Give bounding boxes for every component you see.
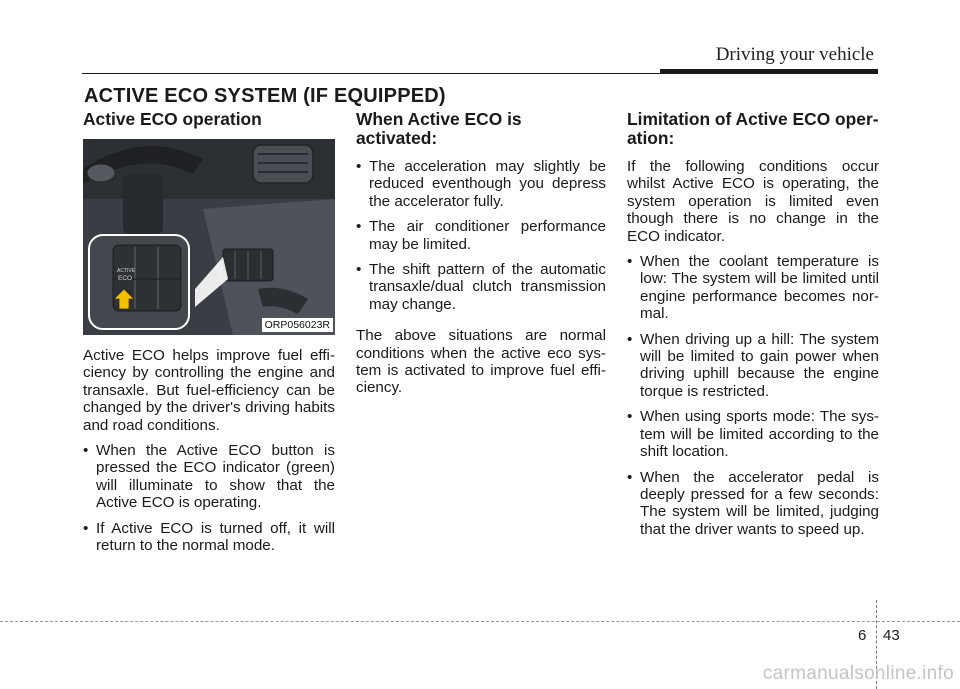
list-item: • When the accelerator pedal is deeply pressed for a few seconds: The system will be limited, judging that the driver wants to speed up.: [627, 469, 879, 539]
heading-when-activated: When Active ECO is activated:: [356, 109, 522, 148]
list-item: • When driving up a hill: The system will be limited to gain power when driving uphill because the engine torque is restricted.: [627, 331, 879, 401]
column-3: [627, 110, 879, 546]
column-1: [83, 110, 335, 562]
figure-code: ORP056023R: [262, 318, 333, 332]
footer-rule: [0, 621, 960, 622]
watermark: carmanualsonline.info: [762, 663, 954, 684]
heading-limitation: Limitation of Active ECO oper-ation:: [627, 109, 879, 148]
list-item: • When using sports mode: The sys-tem will be limited according to the shift location.: [627, 408, 879, 460]
column-1-bullets: [83, 442, 335, 554]
list-item: • The acceleration may slightly be reduced eventhough you depress the accelerator fully.: [356, 158, 606, 210]
chapter-title: Driving your vehicle: [715, 44, 874, 65]
heading-active-eco-operation: Active ECO operation: [83, 109, 262, 129]
normal-conditions-paragraph: The above situations are normal conditions when the active eco sys-tem is activated to improve fuel effi-ciency.: [356, 327, 606, 397]
limitation-paragraph: If the following conditions occur whilst Active ECO is operating, the system operation is limited even though there is no change in the ECO indicator.: [627, 158, 879, 245]
list-item: • The air conditioner performance may be limited.: [356, 218, 606, 253]
button-label-bottom: ECO: [118, 275, 133, 282]
chapter-number: 6: [858, 627, 867, 644]
header-rule-thin: [82, 73, 878, 74]
list-item: • If Active ECO is turned off, it will return to the normal mode.: [83, 520, 335, 555]
column-3-bullets: [627, 253, 879, 538]
list-item: • When the Active ECO button is pressed the ECO indicator (green) will illuminate to show that the Active ECO is operating.: [83, 442, 335, 512]
list-item: • The shift pattern of the automatic transaxle/dual clutch transmission may change.: [356, 261, 606, 313]
intro-paragraph: Active ECO helps improve fuel effi-ciency by controlling the engine and transaxle. But fuel-efficiency can be changed by the driver's driving habits and road conditions.: [83, 347, 335, 434]
button-label-top: ACTIVE: [117, 268, 136, 274]
page-number: 43: [883, 627, 900, 644]
column-2: [356, 110, 606, 405]
list-item: • When the coolant temperature is low: The system will be limited until engine performance becomes nor-mal.: [627, 253, 879, 323]
section-title: ACTIVE ECO SYSTEM (IF EQUIPPED): [84, 85, 446, 107]
dashboard-figure: [83, 139, 335, 335]
dashboard-illustration: [83, 139, 335, 335]
column-2-bullets: [356, 158, 606, 313]
